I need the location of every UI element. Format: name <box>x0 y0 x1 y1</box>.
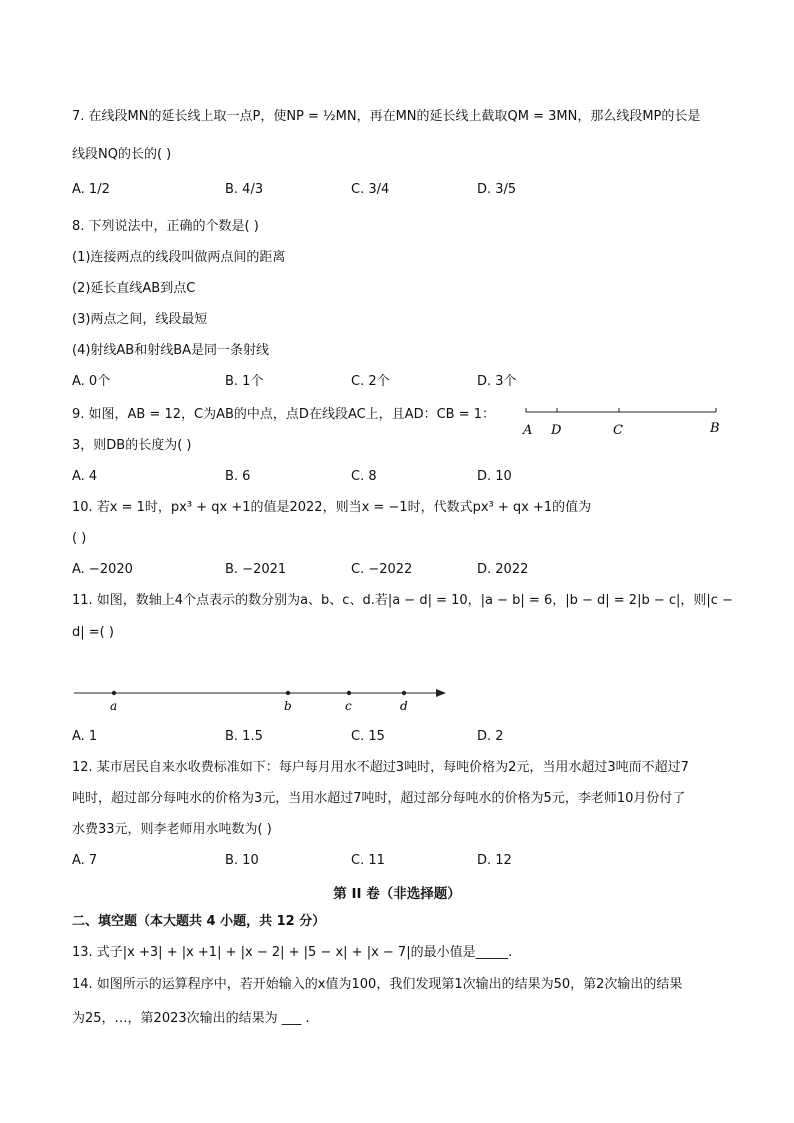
q12-line2: 吨时，超过部分每吨水的价格为3元，当用水超过7吨时，超过部分每吨水的价格为5元，李老师10月份付了 <box>72 791 686 806</box>
q9-label-d: D <box>551 423 562 438</box>
q9-option-a: A. 4 <box>72 469 98 484</box>
q7-line1: 7. 在线段MN的延长线上取一点P，使NP = ½MN，再在MN的延长线上截取QM = 3MN，那么线段MP的长是 <box>72 109 701 124</box>
q11-option-b: B. 1.5 <box>225 729 263 744</box>
q9-option-c: C. 8 <box>351 469 377 484</box>
q12-option-d: D. 12 <box>477 853 512 868</box>
q11-label-b: b <box>284 699 292 713</box>
section-2-header: 二、填空题（本大题共 4 小题，共 12 分） <box>72 914 326 929</box>
q8-option-d: D. 3个 <box>477 374 517 389</box>
q14-line2: 为25，…，第2023次输出的结果为 ___ . <box>72 1011 310 1026</box>
q10-line1: 10. 若x = 1时，px³ + qx +1的值是2022，则当x = −1时，代数式px³ + qx +1的值为 <box>72 500 592 515</box>
q8-stem: 8. 下列说法中，正确的个数是( ) <box>72 219 259 234</box>
q8-item-3: (3)两点之间，线段最短 <box>72 312 208 327</box>
q8-item-2: (2)延长直线AB到点C <box>72 281 196 296</box>
q12-line1: 12. 某市居民自来水收费标准如下：每户每月用水不超过3吨时，每吨价格为2元，当用水超过3吨而不超过7 <box>72 760 689 775</box>
q9-option-b: B. 6 <box>225 469 251 484</box>
q7-option-d: D. 3/5 <box>477 182 517 197</box>
q11-label-c: c <box>345 699 352 713</box>
q7-option-a: A. 1/2 <box>72 182 110 197</box>
q9-line1: 9. 如图，AB = 12，C为AB的中点，点D在线段AC上，且AD：CB = 1： <box>72 407 496 422</box>
q11-option-d: D. 2 <box>477 729 504 744</box>
q9-segment-figure <box>520 400 730 440</box>
q10-option-b: B. −2021 <box>225 562 287 577</box>
q9-option-d: D. 10 <box>477 469 512 484</box>
q9-label-c: C <box>613 423 623 438</box>
q8-item-1: (1)连接两点的线段叫做两点间的距离 <box>72 250 286 265</box>
q11-label-a: a <box>110 699 118 713</box>
q7-line2: 线段NQ的长的( ) <box>72 147 172 162</box>
q9-line2: 3，则DB的长度为( ) <box>72 438 192 453</box>
q7-option-c: C. 3/4 <box>351 182 390 197</box>
q12-option-a: A. 7 <box>72 853 98 868</box>
q9-label-a: A <box>523 423 533 438</box>
q8-option-a: A. 0个 <box>72 374 111 389</box>
q8-option-c: C. 2个 <box>351 374 390 389</box>
q10-option-c: C. −2022 <box>351 562 413 577</box>
q11-line2: d| =( ) <box>72 625 114 640</box>
q11-option-a: A. 1 <box>72 729 98 744</box>
q11-number-line <box>70 680 460 714</box>
q11-line1: 11. 如图，数轴上4个点表示的数分别为a、b、c、d.若|a − d| = 10，|a − b| = 6，|b − d| = 2|b − c|，则|c − <box>72 593 733 608</box>
q10-line2: ( ) <box>72 531 87 546</box>
q7-option-b: B. 4/3 <box>225 182 264 197</box>
q12-line3: 水费33元，则李老师用水吨数为( ) <box>72 822 272 837</box>
q10-option-a: A. −2020 <box>72 562 133 577</box>
section-2-title: 第 II 卷（非选择题） <box>333 886 461 902</box>
q11-option-c: C. 15 <box>351 729 385 744</box>
q12-option-c: C. 11 <box>351 853 385 868</box>
q8-item-4: (4)射线AB和射线BA是同一条射线 <box>72 343 270 358</box>
q13-line1: 13. 式子|x +3| + |x +1| + |x − 2| + |5 − x| + |x − 7|的最小值是_____. <box>72 945 513 960</box>
q8-option-b: B. 1个 <box>225 374 264 389</box>
q11-label-d: d <box>400 699 408 713</box>
q14-line1: 14. 如图所示的运算程序中，若开始输入的x值为100，我们发现第1次输出的结果为50，第2次输出的结果 <box>72 977 683 992</box>
q9-label-b: B <box>710 421 720 436</box>
q10-option-d: D. 2022 <box>477 562 529 577</box>
q12-option-b: B. 10 <box>225 853 259 868</box>
